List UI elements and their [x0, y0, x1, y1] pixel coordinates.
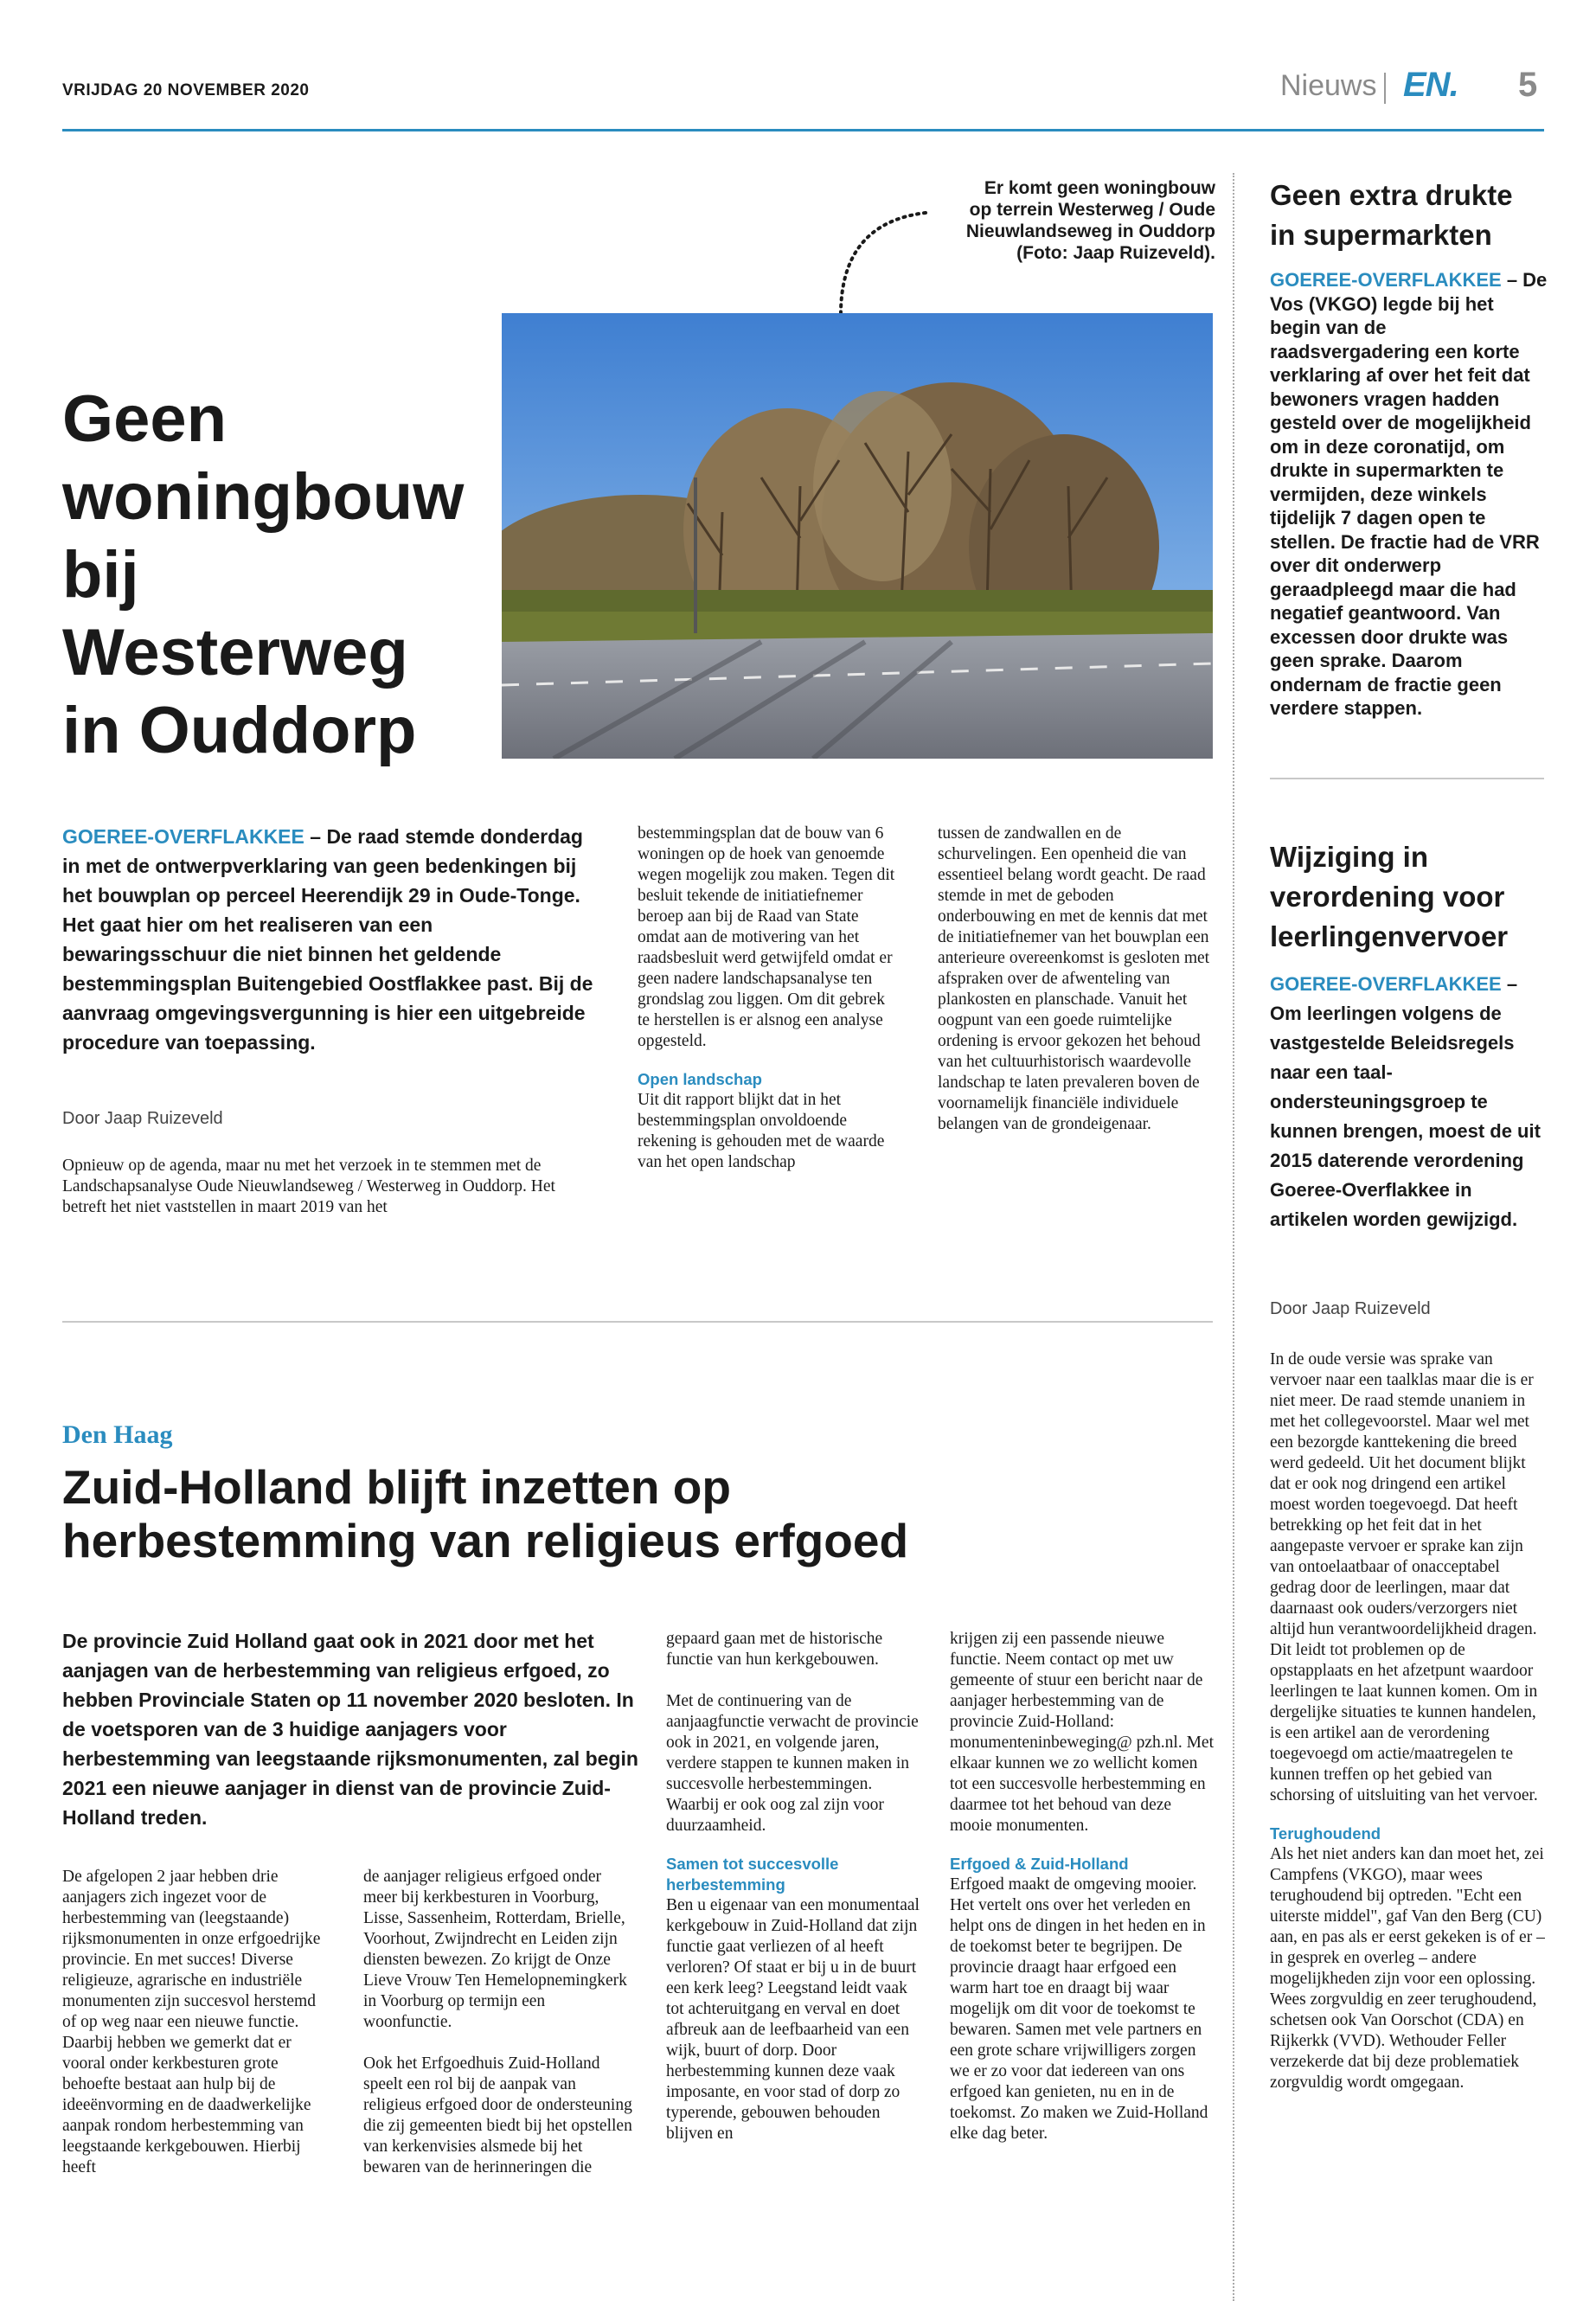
paragraph: De afgelopen 2 jaar hebben drie aanjagers zich ingezet voor de herbestemming van (leegstaande) rijksmonumenten in onze erfgoedrijke provincie. En met succes! Diverse religieuze, agrarische en industriële monumenten zijn succesvol herstemd of op weg naar een nieuwe functie. Daarbij hebben we gemerkt dat er vooral onder kerkbesturen grote behoefte bestaat aan hulp bij de ideeënvorming en de daadwerkelijke aanpak rondom herbestemming van leegstaande kerkgebouwen. Hierbij heeft [62, 1868, 321, 2176]
paragraph: Ben u eigenaar van een monumentaal kerkgebouw in Zuid-Holland dat zijn functie gaat verliezen of al heeft verloren? Of staat er bij u in de buurt een kerk leeg? Leegstand leidt vaak tot achteruitgang en verval en doet afbreuk aan de leefbaarheid van een wijk, buurt of dorp. Door herbestemming kunnen deze vaak imposante, en voor stad of dorp zo typerende, gebouwen behouden blijven en [666, 1896, 920, 2143]
headline-line: bij [62, 538, 139, 612]
article1-lead [62, 822, 599, 1057]
section-label: Nieuws [1280, 69, 1377, 102]
location-tag: GOEREE-OVERFLAKKEE [62, 825, 304, 848]
subheading: Erfgoed & Zuid-Holland [950, 1855, 1129, 1873]
sidebar1-title [1270, 176, 1547, 255]
sidebar2-byline: Door Jaap Ruizeveld [1270, 1299, 1431, 1318]
article2-lead: De provincie Zuid Holland gaat ook in 2021 door met het aanjagen van de herbestemming van religieus erfgoed, zo hebben Provinciale Staten op 11 november 2020 besloten. In de voetsporen van de 3 huidige aanjagers voor herbestemming van leegstaande rijksmonumenten, zal begin 2021 een nieuwe aanjager in dienst van de provincie Zuid-Holland treden. [62, 1630, 638, 1829]
title-line: Geen extra drukte [1270, 179, 1513, 211]
issue-date: VRIJDAG 20 NOVEMBER 2020 [62, 81, 310, 99]
paragraph: Uit dit rapport blijkt dat in het bestemmingsplan onvoldoende rekening is gehouden met de waarde van het open landschap [638, 1091, 885, 1171]
publication-logo: EN. [1403, 66, 1458, 104]
title-line: in supermarkten [1270, 219, 1492, 251]
subheading: Terughoudend [1270, 1824, 1381, 1843]
headline-line: woningbouw [62, 460, 465, 534]
headline-line: Westerweg [62, 616, 408, 689]
article-photo [502, 313, 1213, 759]
paragraph: gepaard gaan met de historische functie van hun kerkgebouwen. [666, 1630, 883, 1669]
title-line: verordening voor [1270, 881, 1505, 913]
paragraph: krijgen zij een passende nieuwe functie. Neem contact op met uw gemeente of stuur een bericht naar de aanjager herbestemming van de provincie Zuid-Holland: monumenteninbeweging@ pzh.nl. Met elkaar kunnen we zo wellicht komen tot een succesvolle herbestemming en daarmee tot het behoud van deze mooie monumenten. [950, 1630, 1214, 1835]
paragraph: bestemmingsplan dat de bouw van 6 woningen op de hoek van genoemde wegen mogelijk zou maken. Tegen dit besluit tekende de initiatiefnemer beroep aan bij de Raad van State omdat aan de motivering van het raadsbesluit werd getwijfeld omdat er geen nadere landschapsanalyse ten grondslag zou liggen. Om dit gebrek te herstellen is er alsnog een analyse opgesteld. [638, 824, 895, 1050]
paragraph: tussen de zandwallen en de schurvelingen. Een openheid die van essentieel belang wordt geacht. De raad stemde in met de geboden onderbouwing en met de kennis dat met de initiatiefnemer van het bouwplan een anterieure overeenkomst is gesloten met afspraken over de afwenteling van plankosten en planschade. Vanuit het oogpunt van een goede ruimtelijke ordening is ervoor gekozen het behoud van het cultuurhistorisch waardevolle landschap te laten prevaleren boven de voornamelijk financiële individuele belangen van de grondeigenaar. [938, 824, 1210, 1133]
sidebar1-text [1270, 268, 1548, 721]
article2-column-2 [363, 1867, 636, 2178]
dotted-pointer-icon [830, 206, 934, 327]
article2-column-4 [950, 1629, 1214, 2144]
caption-line: Nieuwlandseweg in Ouddorp [965, 221, 1215, 241]
header-rule [62, 129, 1544, 131]
article2-column-3 [666, 1629, 926, 2144]
article1-headline [62, 381, 512, 770]
sidebar-separator [1270, 778, 1544, 779]
subheading: Samen tot succesvolle herbestemming [666, 1855, 839, 1894]
article2-column-1 [62, 1867, 326, 2178]
subheading: Open landschap [638, 1070, 762, 1088]
lead-text: – Om leerlingen volgens de vastgestelde Beleidsregels naar een taal-ondersteuningsgroep te kunnen brengen, moest de uit 2015 daterende verordening Goeree-Overflakkee in artikelen worden gewijzigd. [1270, 973, 1541, 1230]
caption-line: (Foto: Jaap Ruizeveld). [1016, 243, 1215, 263]
paragraph: Opnieuw op de agenda, maar nu met het verzoek in te stemmen met de Landschapsanalyse Oude Nieuwlandseweg / Westerweg in Ouddorp. Het betreft het niet vaststellen in maart 2019 van het [62, 1157, 555, 1216]
column-divider [1233, 173, 1234, 2301]
caption-line: op terrein Westerweg / Oude [969, 200, 1215, 220]
page-number: 5 [1518, 66, 1538, 104]
article2-kicker: Den Haag [62, 1420, 173, 1449]
sidebar2-title [1270, 837, 1547, 957]
article1-byline: Door Jaap Ruizeveld [62, 1109, 223, 1128]
sidebar2-body [1270, 1349, 1547, 2093]
article1-column-2 [638, 824, 900, 1173]
header-separator [1384, 73, 1386, 104]
article1-column-3 [938, 824, 1213, 1135]
sidebar2-lead [1270, 970, 1547, 1234]
paragraph: Ook het Erfgoedhuis Zuid-Holland speelt een rol bij de aanpak van religieus erfgoed door de ondersteuning die zij gemeenten biedt bij het opstellen van kerkenvisies alsmede bij het bewaren van de herinneringen die [363, 2054, 632, 2176]
headline-line: Zuid-Holland blijft inzetten op [62, 1460, 731, 1514]
headline-line: in Ouddorp [62, 694, 417, 767]
paragraph: Als het niet anders kan dan moet het, zei Campfens (VKGO), maar wees terughoudend bij optreden. "Echt een uiterste middel", gaf Van den Berg (CU) aan, en pas als er eerst gekeken is of er – in gesprek en overleg – andere mogelijkheden zijn voor een oplossing. Wees zorgvuldig en zeer terughoudend, schetsen ook Van Oorschot (CDA) en Rijkerkk (VVD). Wethouder Feller verzekerde dat bij deze problematiek zorgvuldig wordt omgegaan. [1270, 1845, 1545, 2092]
paragraph: Met de continuering van de aanjaagfunctie verwacht de provincie ook in 2021, en volgende jaren, verdere stappen te kunnen maken in succesvolle herbestemmingen. Waarbij er ook oog zal zijn voor duurzaamheid. [666, 1692, 919, 1835]
headline-line: herbestemming van religieus erfgoed [62, 1514, 909, 1567]
article-separator [62, 1321, 1213, 1323]
article1-column-1 [62, 1156, 586, 1218]
paragraph: Erfgoed maakt de omgeving mooier. Het vertelt ons over het verleden en helpt ons de dingen in het heden en in de toekomst beter te begrijpen. De provincie draagt haar erfgoed een warm hart toe en draagt bij waar mogelijk om dit voor de toekomst te bewaren. Samen met vele partners en een grote schare vrijwilligers zorgen we er zo voor dat iedereen van ons erfgoed kan genieten, nu en in de toekomst. Zo maken we Zuid-Holland elke dag beter. [950, 1875, 1208, 2143]
caption-line: Er komt geen woningbouw [984, 178, 1215, 198]
title-line: Wijziging in [1270, 841, 1428, 873]
article2-headline [62, 1460, 1221, 1567]
headline-line: Geen [62, 382, 228, 456]
photo-caption [908, 177, 1215, 264]
location-tag: GOEREE-OVERFLAKKEE [1270, 269, 1502, 291]
lead-text: – De Vos (VKGO) legde bij het begin van de raadsvergadering een korte verklaring af over het feit dat bewoners vragen hadden gesteld over de mogelijkheid om in deze coronatijd, om drukte in supermarkten te vermijden, deze winkels tijdelijk 7 dagen open te stellen. De fractie had de VRR over dit onderwerp geraadpleegd maar die had negatief geantwoord. Van excessen door drukte was geen sprake. Daarom ondernam de fractie geen verdere stappen. [1270, 269, 1548, 719]
paragraph: de aanjager religieus erfgoed onder meer bij kerkbesturen in Voorburg, Lisse, Sassenheim, Rotterdam, Brielle, Voorhout, Zwijndrecht en Leiden zijn diensten bewezen. Zo krijgt de Onze Lieve Vrouw Ten Hemelopnemingkerk in Voorburg op termijn een woonfunctie. [363, 1868, 627, 2031]
paragraph: In de oude versie was sprake van vervoer naar een taalklas maar die is er niet meer. De raad stemde unaniem in met het collegevoorstel. Maar wel met een bezorgde kanttekening die breed werd gedeeld. Uit het document blijkt dat er ook nog dringend een artikel moest worden toegevoegd. Dat heeft betrekking op het feit dat in het aangepaste vervoer er sprake kan zijn van ontoelaatbaar of onacceptabel gedrag door de leerlingen, maar dat daarnaast ook ouders/verzorgers niet altijd hun verantwoordelijkheid dragen. Dit leidt tot problemen op de opstapplaats en het afzetpunt waardoor leerlingen te laat kunnen komen. Om in dergelijke situaties te kunnen handelen, is een artikel aan de verordening toegevoegd om actie/maatregelen te kunnen treffen op het gebied van schorsing of uitsluiting van het vervoer. [1270, 1350, 1538, 1804]
title-line: leerlingenvervoer [1270, 920, 1509, 952]
lead-text: – De raad stemde donderdag in met de ontwerpverklaring van geen bedenkingen bij het bouwplan op perceel Heerendijk 29 in Oude-Tonge. Het gaat hier om het realiseren van een bewaringsschuur die niet binnen het geldende bestemmingsplan Buitengebied Oostflakkee past. Bij de aanvraag omgevingsvergunning is hier een uitgebreide procedure van toepassing. [62, 825, 593, 1054]
location-tag: GOEREE-OVERFLAKKEE [1270, 973, 1502, 995]
